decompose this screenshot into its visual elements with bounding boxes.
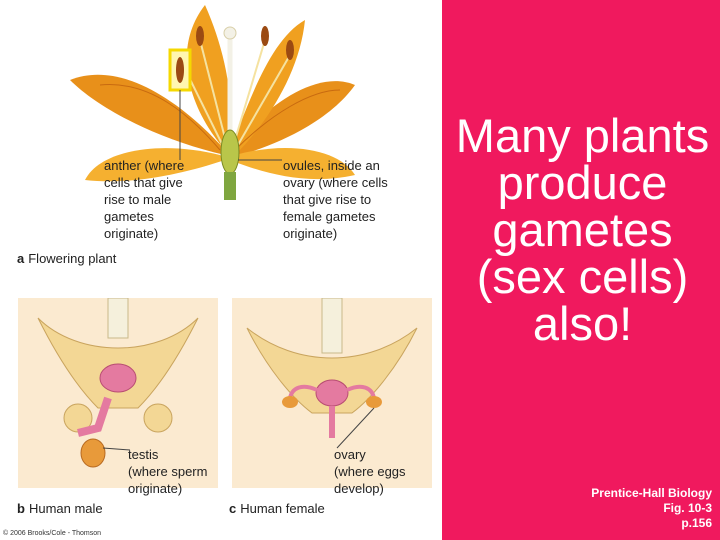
caption-letter: c bbox=[229, 501, 237, 516]
caption-human-male bbox=[17, 501, 103, 516]
caption-flowering-plant bbox=[17, 251, 116, 266]
source-credit: Prentice-Hall Biology Fig. 10-3 p.156 bbox=[591, 486, 712, 530]
caption-text: Human female bbox=[240, 501, 325, 516]
ovary-label: ovary (where eggs develop) bbox=[334, 447, 406, 496]
caption-text: Human male bbox=[28, 501, 103, 516]
testis-label: testis (where sperm originate) bbox=[128, 447, 208, 496]
caption-letter: b bbox=[17, 501, 25, 516]
copyright-notice: © 2006 Brooks/Cole - Thomson bbox=[3, 530, 102, 537]
ovules-label: ovules, inside an ovary (where cells that give rise to female gametes originate) bbox=[283, 158, 388, 241]
caption-text: Flowering plant bbox=[28, 251, 117, 266]
caption-letter: a bbox=[17, 251, 25, 266]
anther-label: anther (where cells that give rise to male gametes originate) bbox=[104, 158, 185, 241]
caption-human-female bbox=[229, 501, 325, 516]
slide-headline: Many plants produce gametes (sex cells) also! bbox=[455, 109, 710, 350]
